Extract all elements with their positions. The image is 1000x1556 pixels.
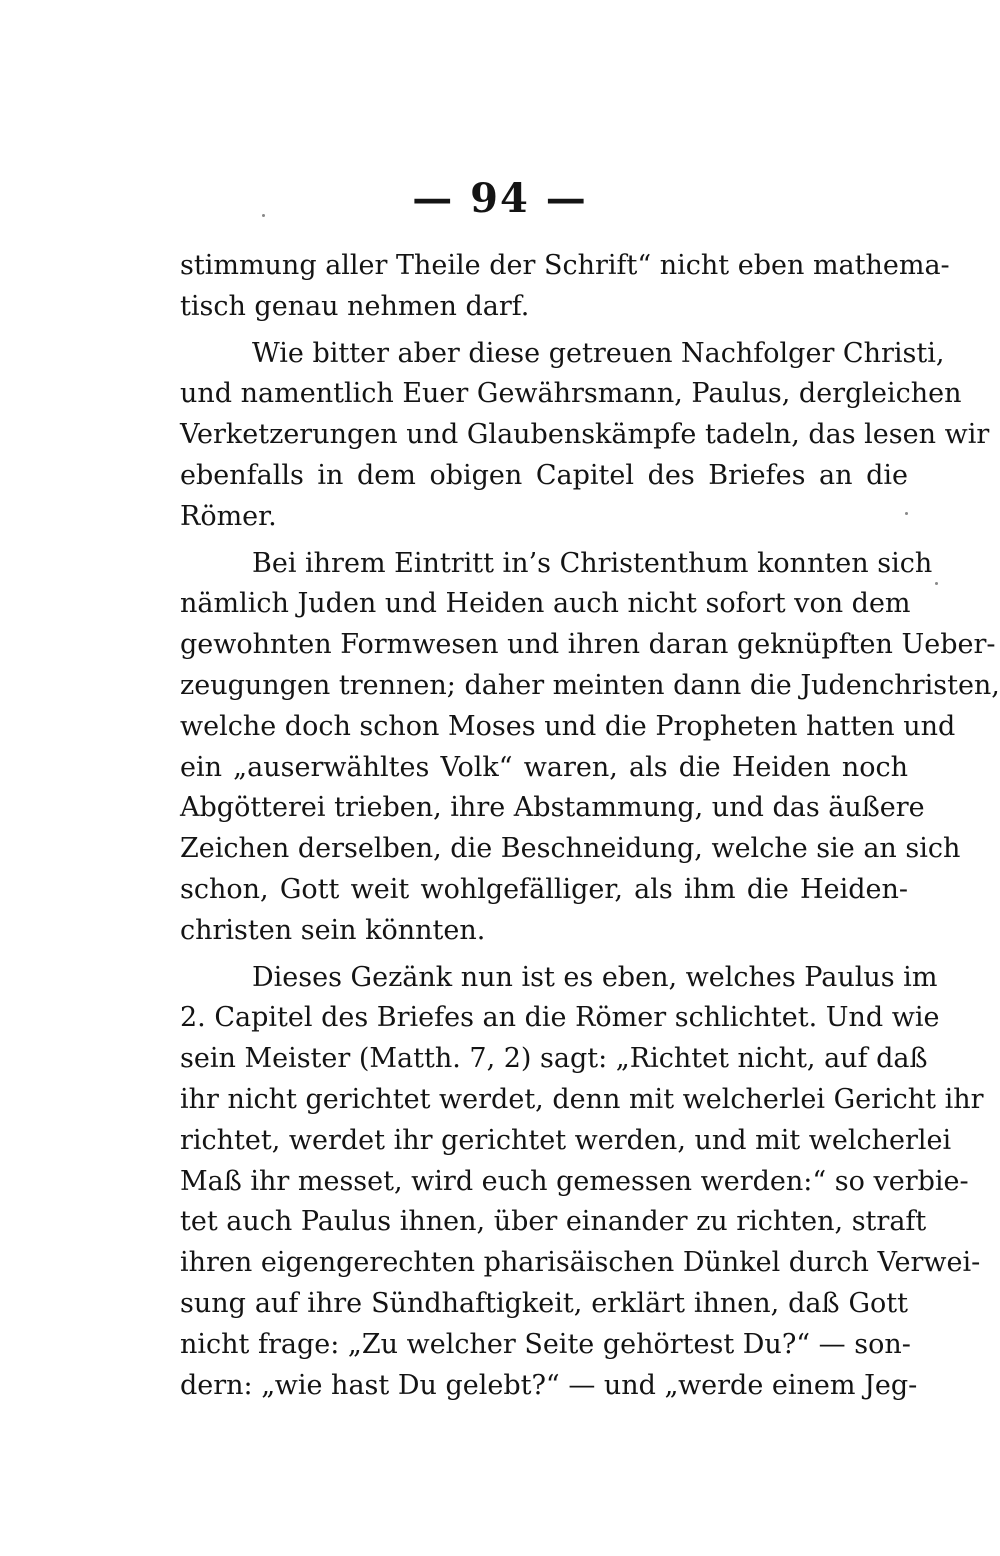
paragraph xyxy=(180,246,950,328)
scan-speck xyxy=(262,214,265,217)
scan-speck xyxy=(935,582,938,585)
text-line: schon, Gott weit wohlgefälliger, als ihm die Heiden- xyxy=(180,873,908,905)
text-line: welche doch schon Moses und die Propheten hatten und xyxy=(180,710,956,742)
text-line: ihren eigengerechten pharisäischen Dünkel durch Verwei- xyxy=(180,1247,981,1279)
text-line: Maß ihr messet, wird euch gemessen werden:“ so verbie- xyxy=(180,1165,969,1197)
text-line: nämlich Juden und Heiden auch nicht sofort von dem xyxy=(180,588,911,620)
text-line: Bei ihrem Eintritt in’s Christenthum konnten sich xyxy=(252,547,933,579)
paragraph xyxy=(180,958,984,1407)
text-line: ihr nicht gerichtet werdet, denn mit welcherlei Gericht ihr xyxy=(180,1083,984,1115)
text-line: sung auf ihre Sündhaftigkeit, erklärt ihnen, daß Gott xyxy=(180,1287,908,1319)
text-line: ein „auserwähltes Volk“ waren, als die Heiden noch xyxy=(180,751,908,783)
text-line: ebenfalls in dem obigen Capitel des Briefes an die xyxy=(180,459,908,491)
text-line: sein Meister (Matth. 7, 2) sagt: „Richtet nicht, auf daß xyxy=(180,1043,928,1075)
text-line: tisch genau nehmen darf. xyxy=(180,290,530,322)
text-line: 2. Capitel des Briefes an die Römer schlichtet. Und wie xyxy=(180,1002,940,1034)
text-line: christen sein könnten. xyxy=(180,914,486,946)
text-line: Dieses Gezänk nun ist es eben, welches Paulus im xyxy=(252,961,938,993)
text-line: und namentlich Euer Gewährsmann, Paulus, dergleichen xyxy=(180,378,962,410)
text-line: Verketzerungen und Glaubenskämpfe tadeln, das lesen wir xyxy=(180,419,990,451)
paragraph xyxy=(180,544,1000,952)
text-line: gewohnten Formwesen und ihren daran geknüpften Ueber- xyxy=(180,629,996,661)
text-line: Zeichen derselben, die Beschneidung, welche sie an sich xyxy=(180,833,961,865)
scan-speck xyxy=(905,512,908,515)
text-line: zeugungen trennen; daher meinten dann die Judenchristen, xyxy=(180,669,1000,701)
text-line: stimmung aller Theile der Schrift“ nicht eben mathema- xyxy=(180,250,950,281)
text-line: Wie bitter aber diese getreuen Nachfolger Christi, xyxy=(252,337,945,369)
text-line: nicht frage: „Zu welcher Seite gehörtest Du?“ — son- xyxy=(180,1328,911,1360)
text-line: tet auch Paulus ihnen, über einander zu richten, straft xyxy=(180,1206,927,1238)
page-number: — 94 — xyxy=(412,175,588,222)
text-line: Abgötterei trieben, ihre Abstammung, und das äußere xyxy=(180,792,925,824)
text-line: Römer. xyxy=(180,500,277,532)
body-text xyxy=(180,246,1000,1406)
paragraph xyxy=(180,334,990,538)
text-line: dern: „wie hast Du gelebt?“ — und „werde einem Jeg- xyxy=(180,1369,918,1401)
text-line: richtet, werdet ihr gerichtet werden, und mit welcherlei xyxy=(180,1124,952,1156)
